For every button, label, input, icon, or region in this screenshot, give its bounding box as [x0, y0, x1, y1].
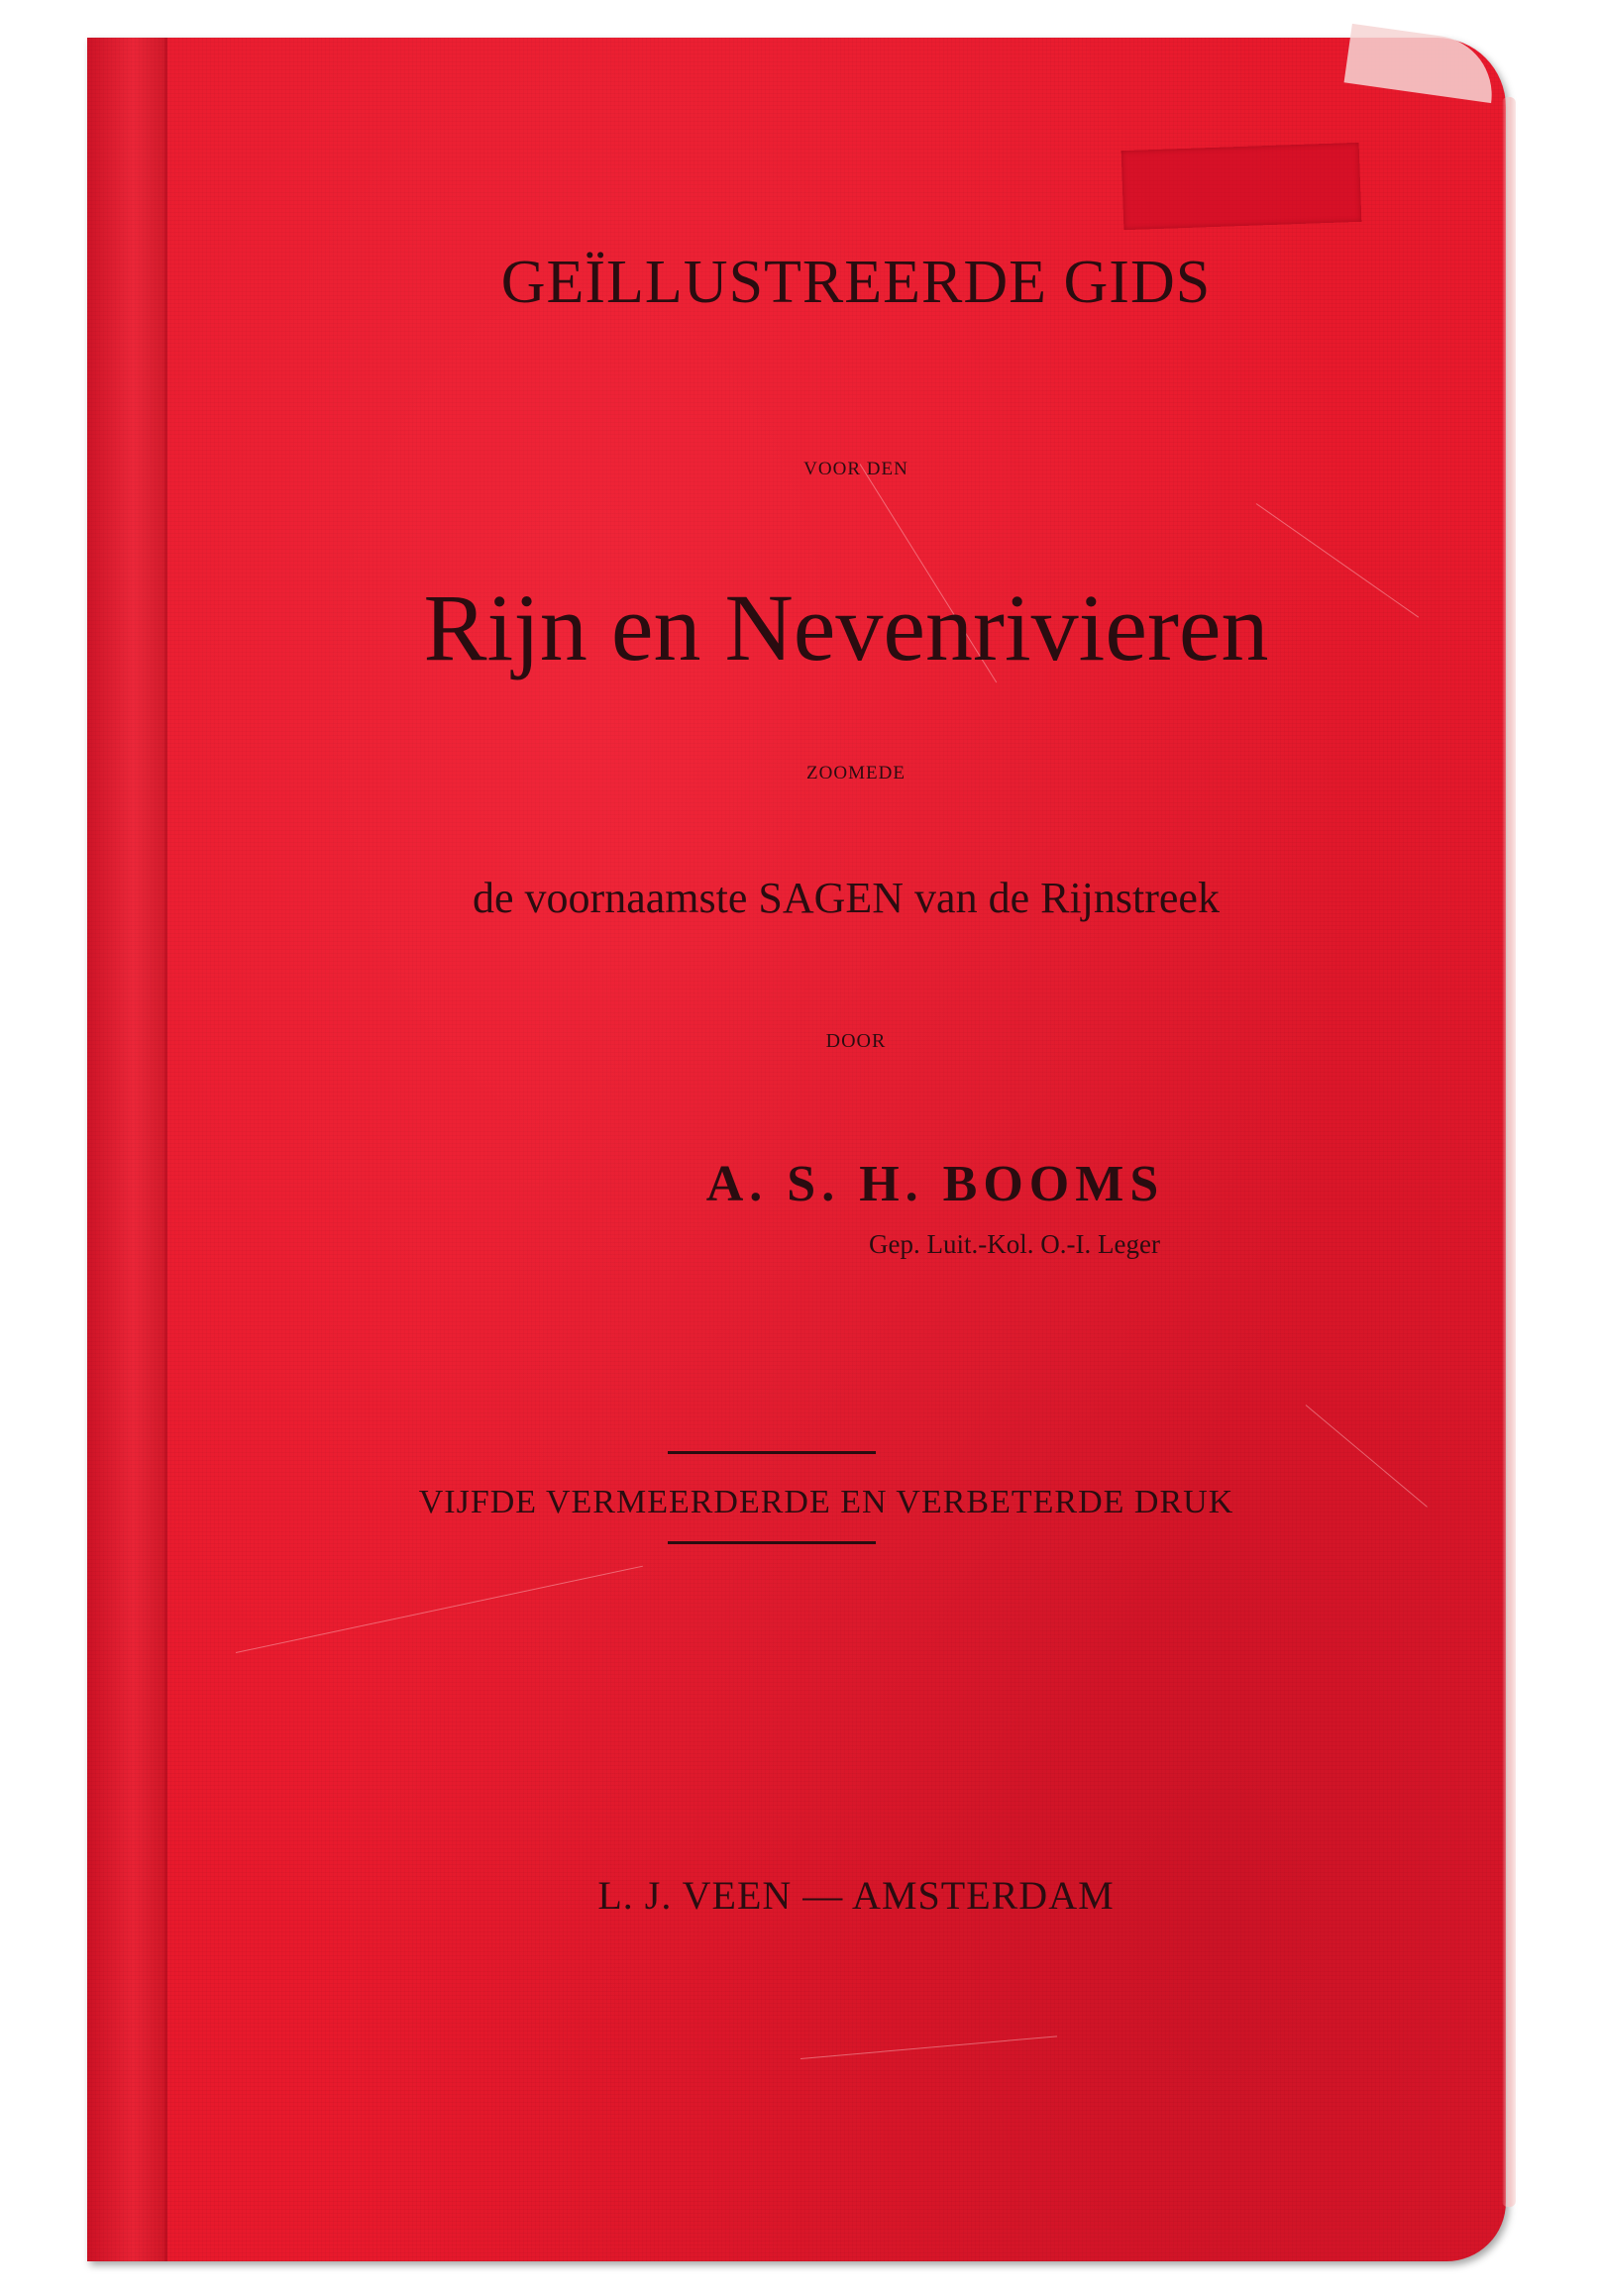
spine-shading	[87, 38, 164, 2261]
worn-corner	[1344, 24, 1500, 103]
tape-repair	[1121, 143, 1362, 230]
divider-top	[668, 1451, 876, 1454]
cover-subtitle: de voornaamste SAGEN van de Rijnstreek	[473, 874, 1220, 922]
scratch-mark	[800, 2035, 1057, 2059]
cover-voor-den: VOOR DEN	[803, 459, 908, 479]
scratch-mark	[236, 1566, 643, 1653]
cover-author: A. S. H. BOOMS	[705, 1156, 1165, 1212]
spine-crease	[164, 38, 167, 2261]
divider-bottom	[668, 1541, 876, 1544]
cover-title-line1: GEÏLLUSTREERDE GIDS	[500, 249, 1212, 316]
book-cover	[87, 38, 1506, 2261]
cover-door: DOOR	[825, 1030, 887, 1052]
cover-author-rank: Gep. Luit.-Kol. O.-I. Leger	[869, 1229, 1160, 1259]
cover-zoomede: ZOOMEDE	[806, 763, 906, 783]
cover-publisher: L. J. VEEN — AMSTERDAM	[597, 1873, 1115, 1918]
cover-main-title: Rijn en Nevenrivieren	[423, 574, 1269, 680]
cover-edition: VIJFDE VERMEERDERDE EN VERBETERDE DRUK	[418, 1484, 1234, 1520]
